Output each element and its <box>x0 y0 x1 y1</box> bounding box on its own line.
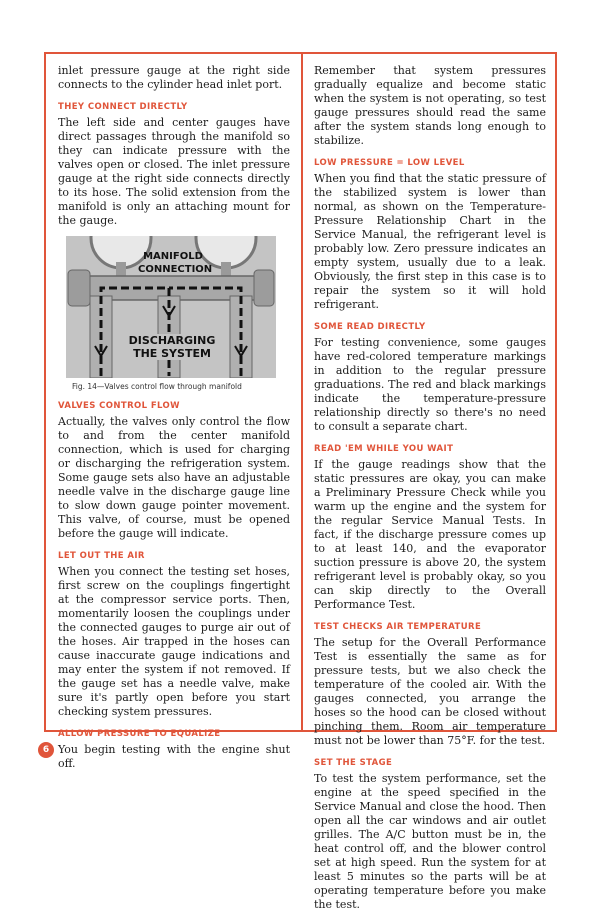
paragraph: When you connect the testing set hoses, first screw on the couplings fingertight at the compressor service ports. Then, momentarily loosen the couplings under the connected gauges to purge air out of the hoses. Air trapped in the hoses can cause inaccurate gauge indications and may enter the system if not removed. If the gauge set has a needle valve, make sure it's partly open before you start checking system pressures. <box>58 565 290 718</box>
manifold-figure <box>66 236 276 378</box>
paragraph: To test the system performance, set the engine at the speed specified in the Service Manual and close the hood. Then open all the car windows and air outlet grilles. The A/C button must be in, the heat control off, and the blower control set at high speed. Run the system for at least 5 minutes so the parts will be at operating temperature before you make the test. <box>314 772 546 911</box>
figure-caption: Fig. 14—Valves control flow through manifold <box>72 382 242 391</box>
left-column <box>58 64 290 777</box>
paragraph: For testing convenience, some gauges have red-colored temperature markings in addition to the regular pressure graduations. The red and black markings indicate the temperature-pressure relationship directly so there's no need to consult a separate chart. <box>314 336 546 433</box>
figure-label-discharging: DISCHARGING THE SYSTEM <box>128 334 216 360</box>
page-frame <box>44 52 557 911</box>
column-divider <box>301 54 303 730</box>
section-heading: THEY CONNECT DIRECTLY <box>58 102 188 112</box>
paragraph: inlet pressure gauge at the right side connects to the cylinder head inlet port. <box>58 64 290 91</box>
section-heading: SOME READ DIRECTLY <box>314 322 426 332</box>
paragraph: Remember that system pressures gradually equalize and become static when the system is not operating, so test gauge pressures should read the same after the system stands long enough to stabilize. <box>314 64 546 147</box>
section-heading: SET THE STAGE <box>314 758 393 768</box>
section-heading: VALVES CONTROL FLOW <box>58 401 180 411</box>
page-number-badge: 6 <box>38 742 54 758</box>
paragraph: The left side and center gauges have direct passages through the manifold so they can indicate pressure with the valves open or closed. The inlet pressure gauge at the right side connects directly to its hose. The solid extension from the manifold is only an attaching mount for the gauge. <box>58 116 290 227</box>
right-column <box>314 64 546 918</box>
paragraph: If the gauge readings show that the static pressures are okay, you can make a Preliminary Pressure Check while you warm up the engine and the system for the regular Service Manual Tests. In fact, if the discharge pressure comes up to at least 140, and the evaporator suction pressure is above 20, the system refrigerant level is probably okay, so you can skip directly to the Overall Performance Test. <box>314 458 546 611</box>
section-heading: READ 'EM WHILE YOU WAIT <box>314 444 454 454</box>
section-heading: ALLOW PRESSURE TO EQUALIZE <box>58 729 221 739</box>
section-heading: LET OUT THE AIR <box>58 551 145 561</box>
paragraph: Actually, the valves only control the flow to and from the center manifold connection, which is used for charging or discharging the refrigeration system. Some gauge sets also have an adjustable needle valve in the discharge gauge line to slow down gauge pointer movement. This valve, of course, must be opened before the gauge will indicate. <box>58 415 290 540</box>
section-heading: TEST CHECKS AIR TEMPERATURE <box>314 622 482 632</box>
figure-label-manifold-connection: MANIFOLD CONNECTION <box>138 251 213 275</box>
paragraph: When you find that the static pressure of the stabilized system is lower than normal, as shown on the Temperature-Pressure Relationship Chart in the Service Manual, the refrigerant level is probably low. Zero pressure indicates an empty system, usually due to a leak. Obviously, the first step in this case is to repair the system so it will hold refrigerant. <box>314 172 546 311</box>
section-heading: LOW PRESSURE = LOW LEVEL <box>314 158 465 168</box>
paragraph: The setup for the Overall Performance Test is essentially the same as for pressure tests, but we also check the temperature of the cooled air. With the gauges connected, you arrange the hoses so the hood can be closed without pinching them. Room air temperature must not be lower than 75°F. for the test. <box>314 636 546 747</box>
paragraph: You begin testing with the engine shut off. <box>58 743 290 770</box>
